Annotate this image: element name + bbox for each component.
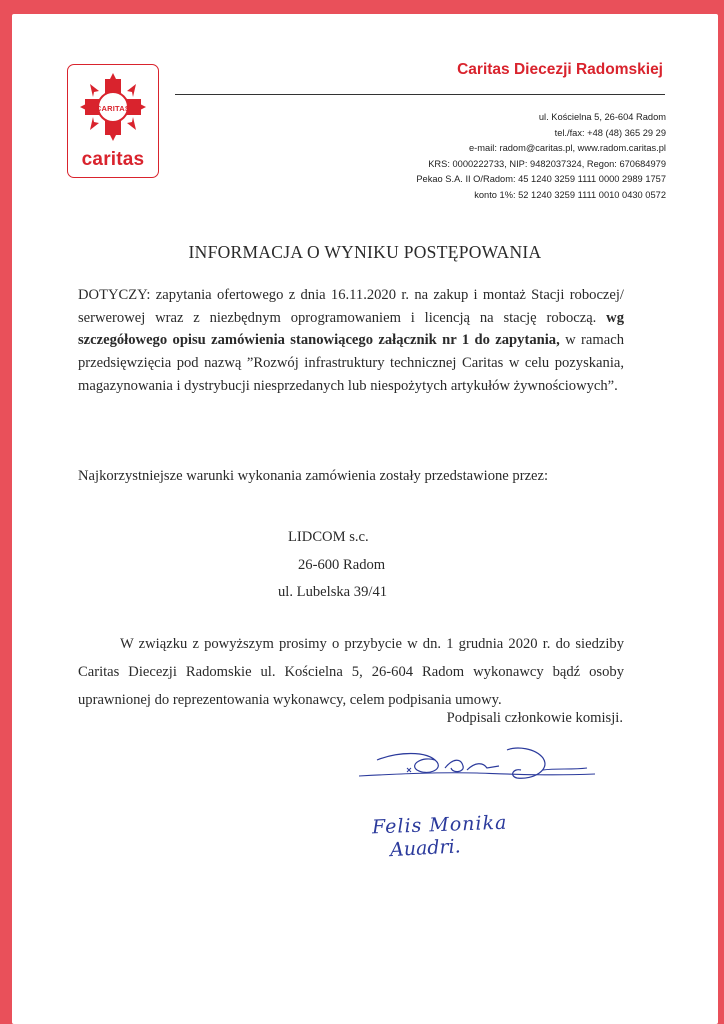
intro-paragraph: Najkorzystniejsze warunki wykonania zamówienia zostały przedstawione przez: xyxy=(78,468,549,484)
logo-wordmark: caritas xyxy=(81,149,145,170)
winner-name: LIDCOM s.c. xyxy=(288,529,369,545)
signature-2 xyxy=(371,811,508,862)
invitation-text: W związku z powyższym prosimy o przybycie w dn. 1 grudnia 2020 r. do siedziby Caritas Diecezji Radomskie ul. Kościelna 5, 26-604 Radom wykonawcy bądź osoby uprawnionej do reprezentowania wykonawcy, celem podpisania umowy. xyxy=(78,636,624,708)
organization-name: Caritas Diecezji Radomskiej xyxy=(457,61,663,78)
contact-address: ul. Kościelna 5, 26-604 Radom xyxy=(538,112,666,122)
contact-bank-account: Pekao S.A. II O/Radom: 45 1240 3259 1111 0000 2989 1757 xyxy=(416,174,666,184)
invitation-paragraph xyxy=(78,630,624,714)
signature-1 xyxy=(357,740,597,790)
subject-text-1: DOTYCZY: zapytania ofertowego z dnia 16.11.2020 r. na zakup i montaż Stacji roboczej/ serwerowej wraz z niezbędnym oprogramowaniem i licencją na stację roboczą. xyxy=(78,287,624,326)
caritas-logo xyxy=(67,64,159,178)
contact-donation-account: konto 1%: 52 1240 3259 1111 0010 0430 0572 xyxy=(474,189,666,200)
signed-by-line: Podpisali członkowie komisji. xyxy=(446,710,623,726)
contact-registry: KRS: 0000222733, NIP: 9482037324, Regon: 670684979 xyxy=(428,158,666,169)
contact-block xyxy=(416,110,666,203)
subject-bold-text: wg szczegółowego opisu zamówienia stanowiącego załącznik nr 1 do zapytania, xyxy=(78,309,624,349)
winner-address xyxy=(278,524,478,607)
caritas-cross-icon xyxy=(68,65,158,149)
winner-street: ul. Lubelska 39/41 xyxy=(278,584,388,600)
subject-text-2: w ramach przedsięwzięcia pod nazwą ”Rozwój infrastruktury technicznej Caritas w celu pozyskania, magazynowania i dystrybucji niesprzedanych lub niespożytych artykułów żywnościowych”. xyxy=(78,332,624,394)
signature-2-line-2: Auadri. xyxy=(389,835,462,862)
document-title: INFORMACJA O WYNIKU POSTĘPOWANIA xyxy=(188,242,542,262)
logo-emblem-text: CARITAS xyxy=(95,104,131,113)
signature-2-line-1: Felis Monika xyxy=(371,811,508,839)
header-divider xyxy=(175,94,665,95)
subject-paragraph xyxy=(78,284,624,398)
document-page xyxy=(12,14,718,1024)
contact-phone: tel./fax: +48 (48) 365 29 29 xyxy=(554,127,666,138)
contact-email: e-mail: radom@caritas.pl, www.radom.caritas.pl xyxy=(469,143,666,153)
winner-city: 26-600 Radom xyxy=(298,556,386,573)
